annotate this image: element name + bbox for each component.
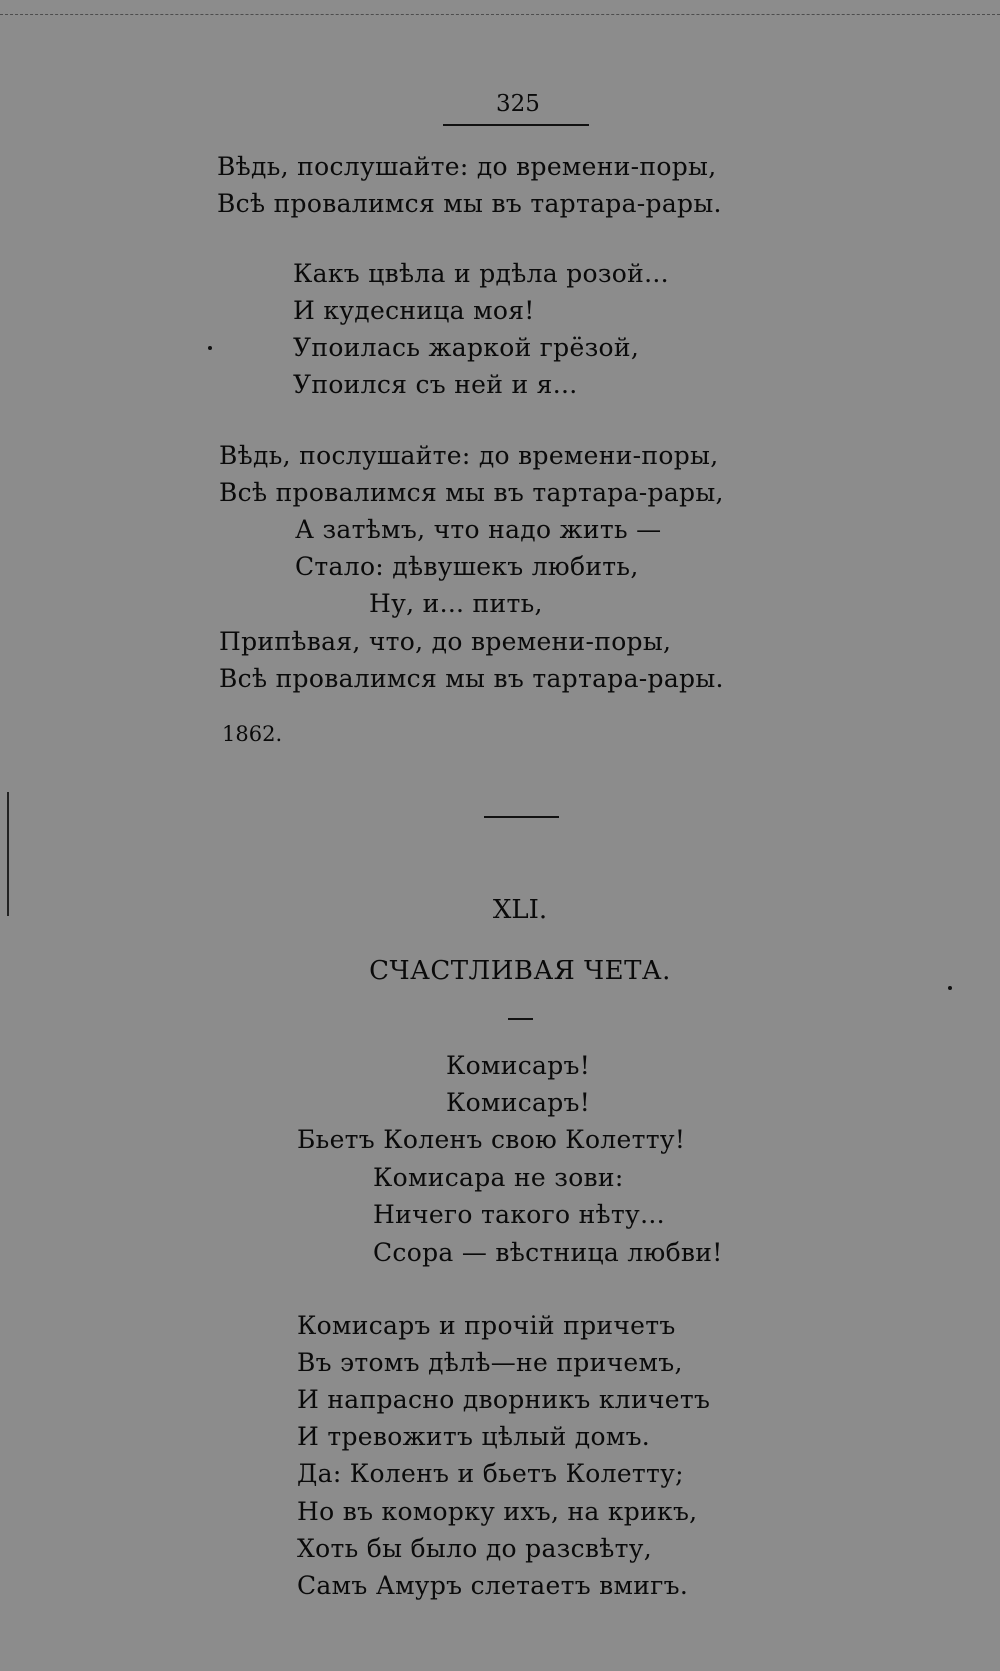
verse-line: Всѣ провалимся мы въ тартара-рары, (219, 478, 724, 507)
verse-line: Всѣ провалимся мы въ тартара-рары. (217, 189, 722, 218)
poem-number: XLI. (492, 895, 548, 925)
verse-line: И тревожитъ цѣлый домъ. (297, 1422, 651, 1451)
verse-line: Упоился съ ней и я... (293, 370, 578, 399)
verse-line: Комисара не зови: (373, 1163, 624, 1192)
section-divider (484, 816, 559, 818)
verse-line: Вѣдь, послушайте: до времени-поры, (217, 152, 717, 181)
verse-line: Бьетъ Коленъ свою Колетту! (297, 1125, 686, 1154)
verse-line: Хоть бы было до разсвѣту, (297, 1534, 653, 1563)
verse-line: Упоилась жаркой грёзой, (293, 333, 640, 362)
poem-year: 1862. (222, 722, 283, 746)
page-number-underline (443, 124, 589, 126)
verse-line: Комисаръ! (446, 1088, 591, 1117)
ink-speck (948, 986, 952, 990)
verse-line: Но въ коморку ихъ, на крикъ, (297, 1497, 698, 1526)
title-dash (508, 1018, 533, 1020)
verse-line: Какъ цвѣла и рдѣла розой... (293, 259, 669, 288)
verse-line: И кудесница моя! (293, 296, 535, 325)
verse-line: А затѣмъ, что надо жить — (295, 515, 662, 544)
verse-line: Припѣвая, что, до времени-поры, (219, 627, 672, 656)
verse-line: Комисаръ и прочій причетъ (297, 1311, 676, 1340)
poem-title: СЧАСТЛИВАЯ ЧЕТА. (369, 956, 671, 986)
verse-line: Въ этомъ дѣлѣ—не причемъ, (297, 1348, 683, 1377)
verse-line: Всѣ провалимся мы въ тартара-рары. (219, 664, 724, 693)
verse-line: Стало: дѣвушекъ любить, (295, 552, 639, 581)
verse-line: Ничего такого нѣту... (373, 1200, 665, 1229)
verse-line: Да: Коленъ и бьетъ Колетту; (297, 1459, 684, 1488)
verse-line: Ссора — вѣстница любви! (373, 1238, 723, 1267)
page-number: 325 (496, 91, 540, 117)
verse-line: Ну, и... пить, (369, 589, 543, 618)
ink-speck (208, 346, 212, 350)
verse-line: И напрасно дворникъ кличетъ (297, 1385, 711, 1414)
verse-line: Вѣдь, послушайте: до времени-поры, (219, 441, 719, 470)
scan-edge-artifact (0, 14, 1000, 15)
verse-line: Самъ Амуръ слетаетъ вмигъ. (297, 1571, 689, 1600)
verse-line: Комисаръ! (446, 1051, 591, 1080)
